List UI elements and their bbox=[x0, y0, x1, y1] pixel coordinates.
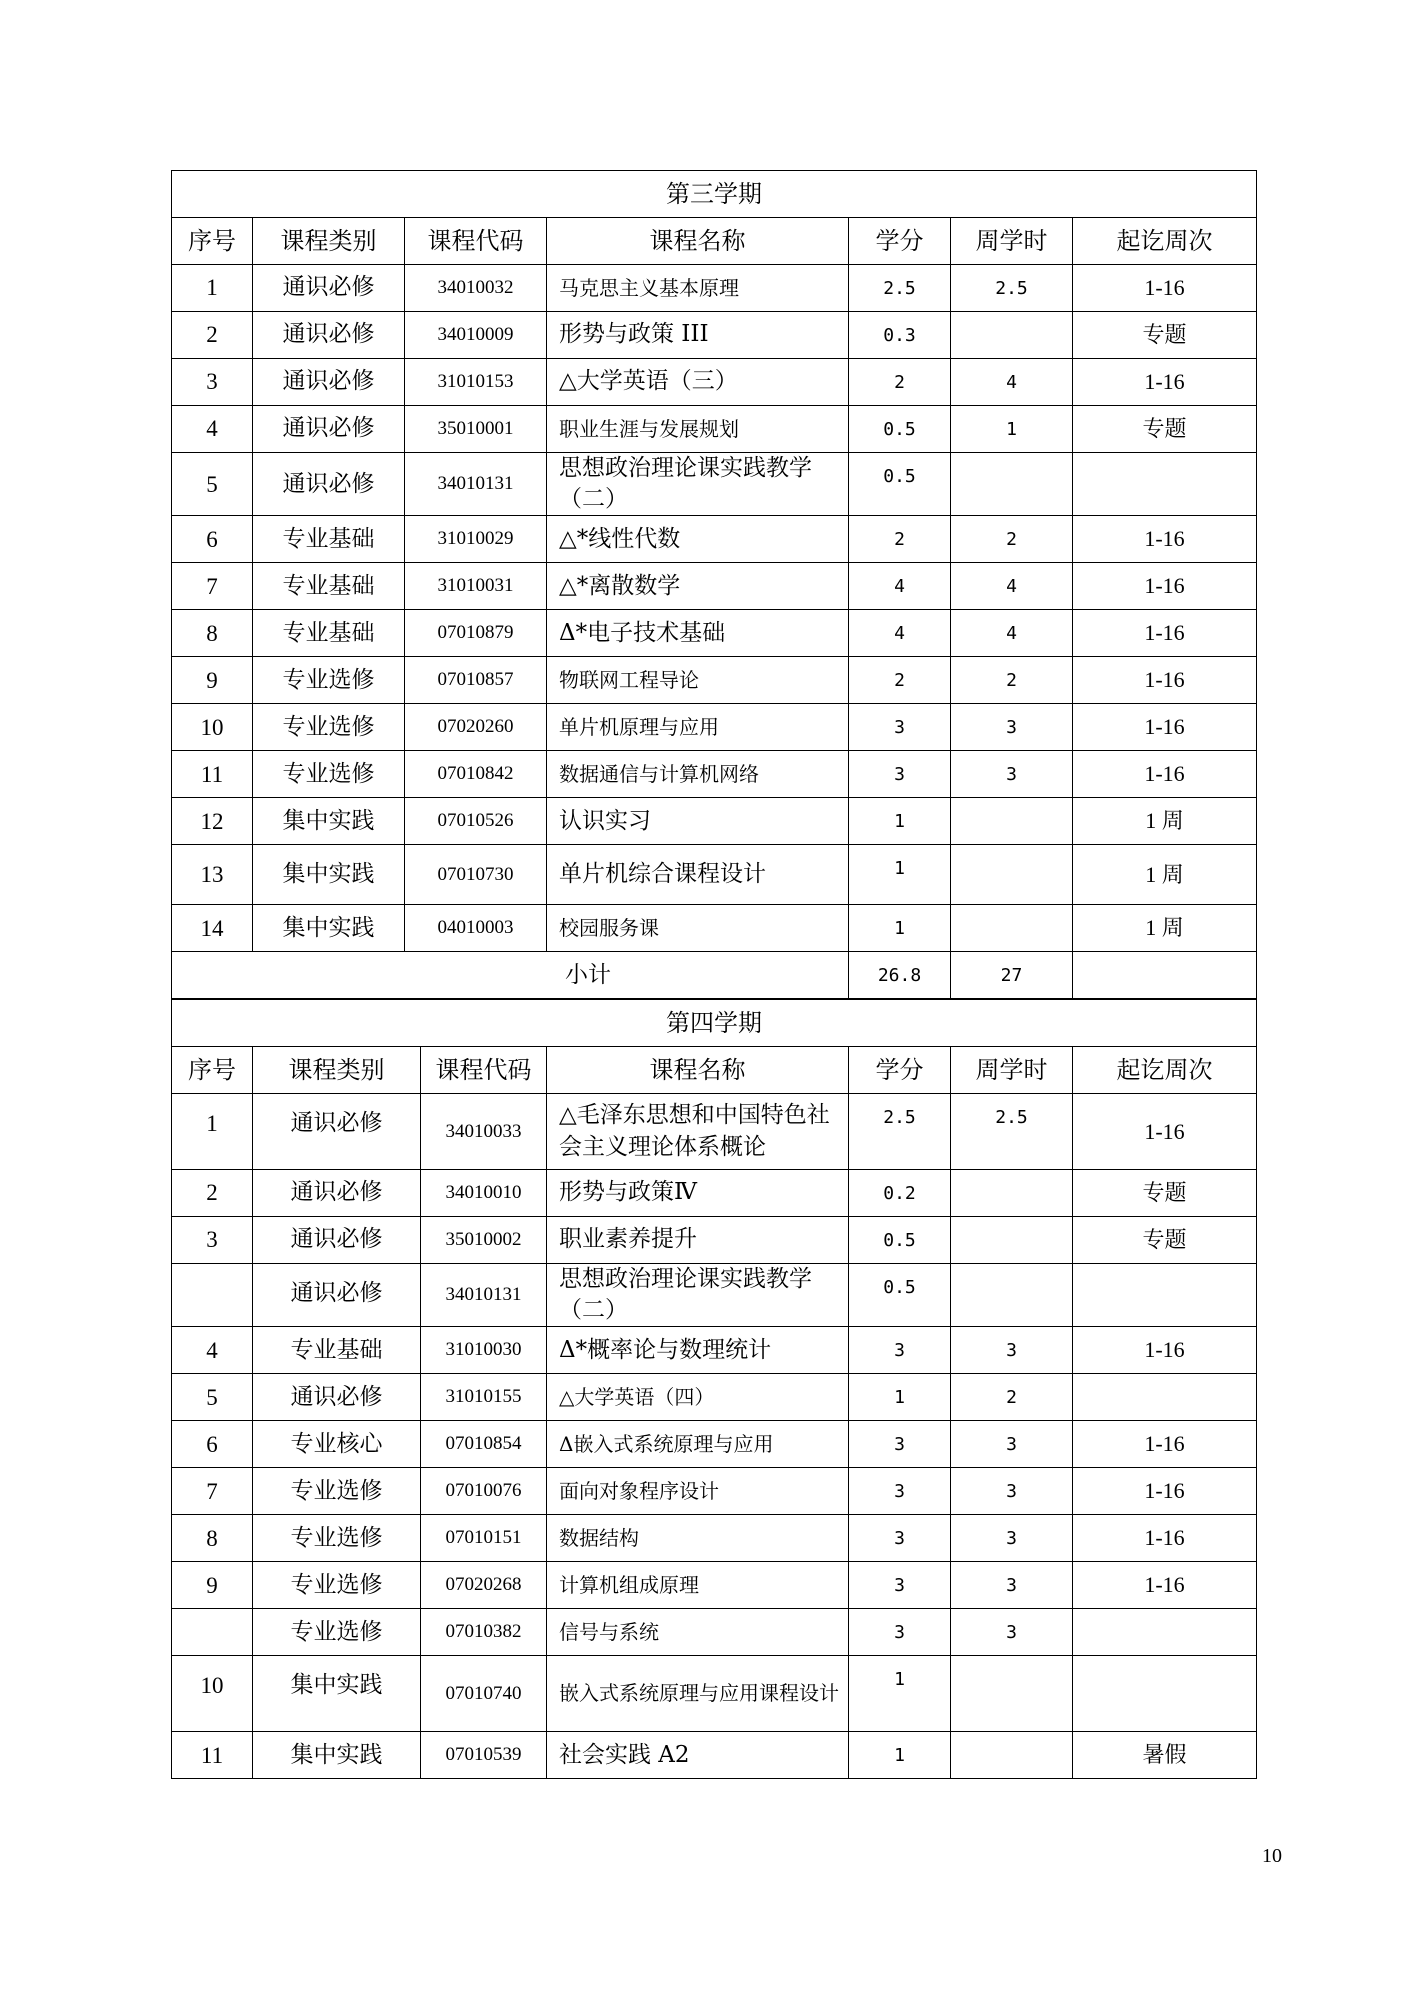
seq-cell: 9 bbox=[172, 1562, 253, 1609]
category-cell: 通识必修 bbox=[253, 1094, 421, 1170]
weekly-hours-cell bbox=[951, 453, 1073, 516]
category-cell: 专业基础 bbox=[253, 563, 405, 610]
table-row bbox=[172, 265, 1257, 312]
category-cell: 专业选修 bbox=[253, 1468, 421, 1515]
course-code-cell: 07010857 bbox=[405, 657, 547, 704]
weekly-hours-cell: 2.5 bbox=[951, 1094, 1073, 1170]
course-code-cell: 07010842 bbox=[405, 751, 547, 798]
credit-cell: 3 bbox=[849, 1327, 951, 1374]
weeks-cell: 1-16 bbox=[1073, 1515, 1257, 1562]
column-header: 起讫周次 bbox=[1073, 218, 1257, 265]
column-header: 学分 bbox=[849, 218, 951, 265]
column-header: 课程类别 bbox=[253, 1047, 421, 1094]
weeks-cell: 1-16 bbox=[1073, 563, 1257, 610]
course-name-cell: 单片机综合课程设计 bbox=[547, 845, 849, 905]
course-code-cell: 07010740 bbox=[421, 1656, 547, 1732]
category-cell: 通识必修 bbox=[253, 453, 405, 516]
course-name-cell: 职业素养提升 bbox=[547, 1217, 849, 1264]
course-code-cell: 31010153 bbox=[405, 359, 547, 406]
weeks-cell: 专题 bbox=[1073, 406, 1257, 453]
credit-cell: 0.5 bbox=[849, 1217, 951, 1264]
category-cell: 专业选修 bbox=[253, 1562, 421, 1609]
seq-cell: 5 bbox=[172, 1374, 253, 1421]
credit-cell: 1 bbox=[849, 1656, 951, 1732]
weekly-hours-cell: 3 bbox=[951, 1562, 1073, 1609]
seq-cell: 1 bbox=[172, 265, 253, 312]
course-code-cell: 07020260 bbox=[405, 704, 547, 751]
column-header: 课程代码 bbox=[421, 1047, 547, 1094]
credit-cell: 4 bbox=[849, 563, 951, 610]
category-cell: 通识必修 bbox=[253, 265, 405, 312]
subtotal-label: 小计 bbox=[172, 952, 849, 999]
weeks-cell: 1-16 bbox=[1073, 265, 1257, 312]
course-code-cell: 07010526 bbox=[405, 798, 547, 845]
weekly-hours-cell: 2 bbox=[951, 516, 1073, 563]
category-cell: 专业核心 bbox=[253, 1421, 421, 1468]
seq-cell: 8 bbox=[172, 610, 253, 657]
table-row bbox=[172, 563, 1257, 610]
weeks-cell bbox=[1073, 1374, 1257, 1421]
table-row bbox=[172, 610, 1257, 657]
column-header: 学分 bbox=[849, 1047, 951, 1094]
table-row bbox=[172, 453, 1257, 516]
category-cell: 专业选修 bbox=[253, 704, 405, 751]
category-cell: 通识必修 bbox=[253, 1217, 421, 1264]
weekly-hours-cell bbox=[951, 1217, 1073, 1264]
category-cell: 专业基础 bbox=[253, 1327, 421, 1374]
category-cell: 专业基础 bbox=[253, 516, 405, 563]
table-row bbox=[172, 704, 1257, 751]
weekly-hours-cell bbox=[951, 1170, 1073, 1217]
weekly-hours-cell: 3 bbox=[951, 1515, 1073, 1562]
course-name-cell: Δ嵌入式系统原理与应用 bbox=[547, 1421, 849, 1468]
column-header: 课程代码 bbox=[405, 218, 547, 265]
course-name-cell: 职业生涯与发展规划 bbox=[547, 406, 849, 453]
credit-cell: 0.5 bbox=[849, 406, 951, 453]
weeks-cell: 1-16 bbox=[1073, 1327, 1257, 1374]
seq-cell: 4 bbox=[172, 1327, 253, 1374]
column-header: 起讫周次 bbox=[1073, 1047, 1257, 1094]
course-name-cell: 数据通信与计算机网络 bbox=[547, 751, 849, 798]
credit-cell: 2 bbox=[849, 516, 951, 563]
table-row bbox=[172, 516, 1257, 563]
table-row bbox=[172, 1421, 1257, 1468]
seq-cell: 10 bbox=[172, 1656, 253, 1732]
table-row bbox=[172, 905, 1257, 952]
course-code-cell: 31010155 bbox=[421, 1374, 547, 1421]
course-name-cell: △*离散数学 bbox=[547, 563, 849, 610]
subtotal-hours: 27 bbox=[951, 952, 1073, 999]
table-row bbox=[172, 1562, 1257, 1609]
category-cell: 专业选修 bbox=[253, 657, 405, 704]
seq-cell: 1 bbox=[172, 1094, 253, 1170]
table-row bbox=[172, 1094, 1257, 1170]
course-code-cell: 34010131 bbox=[405, 453, 547, 516]
semester-3-table bbox=[171, 170, 1257, 999]
weekly-hours-cell: 4 bbox=[951, 563, 1073, 610]
course-name-cell: 思想政治理论课实践教学（二） bbox=[547, 1264, 849, 1327]
credit-cell: 2.5 bbox=[849, 1094, 951, 1170]
weekly-hours-cell bbox=[951, 798, 1073, 845]
course-code-cell: 07010076 bbox=[421, 1468, 547, 1515]
category-cell: 专业选修 bbox=[253, 751, 405, 798]
course-code-cell: 34010009 bbox=[405, 312, 547, 359]
seq-cell: 2 bbox=[172, 312, 253, 359]
column-header: 课程名称 bbox=[547, 1047, 849, 1094]
seq-cell: 7 bbox=[172, 1468, 253, 1515]
course-code-cell: 31010030 bbox=[421, 1327, 547, 1374]
seq-cell: 2 bbox=[172, 1170, 253, 1217]
column-header: 课程名称 bbox=[547, 218, 849, 265]
category-cell: 集中实践 bbox=[253, 845, 405, 905]
column-header: 序号 bbox=[172, 218, 253, 265]
seq-cell: 5 bbox=[172, 453, 253, 516]
weeks-cell bbox=[1073, 1264, 1257, 1327]
weeks-cell: 1 周 bbox=[1073, 845, 1257, 905]
course-code-cell: 07010854 bbox=[421, 1421, 547, 1468]
credit-cell: 1 bbox=[849, 1732, 951, 1779]
page-number: 10 bbox=[1262, 1845, 1282, 1867]
semester-title-row bbox=[172, 1000, 1257, 1047]
table-row bbox=[172, 359, 1257, 406]
seq-cell: 3 bbox=[172, 1217, 253, 1264]
credit-cell: 1 bbox=[849, 1374, 951, 1421]
credit-cell: 3 bbox=[849, 1515, 951, 1562]
course-name-cell: 校园服务课 bbox=[547, 905, 849, 952]
course-code-cell: 07010382 bbox=[421, 1609, 547, 1656]
weekly-hours-cell: 3 bbox=[951, 1468, 1073, 1515]
credit-cell: 3 bbox=[849, 1609, 951, 1656]
course-code-cell: 07010730 bbox=[405, 845, 547, 905]
credit-cell: 1 bbox=[849, 798, 951, 845]
credit-cell: 3 bbox=[849, 704, 951, 751]
course-name-cell: △大学英语（四） bbox=[547, 1374, 849, 1421]
seq-cell: 6 bbox=[172, 516, 253, 563]
weeks-cell: 1-16 bbox=[1073, 751, 1257, 798]
course-name-cell: 思想政治理论课实践教学（二） bbox=[547, 453, 849, 516]
category-cell: 专业基础 bbox=[253, 610, 405, 657]
weekly-hours-cell: 2.5 bbox=[951, 265, 1073, 312]
weekly-hours-cell: 3 bbox=[951, 751, 1073, 798]
seq-cell: 3 bbox=[172, 359, 253, 406]
weekly-hours-cell: 4 bbox=[951, 610, 1073, 657]
seq-cell bbox=[172, 1264, 253, 1327]
weekly-hours-cell: 1 bbox=[951, 406, 1073, 453]
weeks-cell: 1-16 bbox=[1073, 1421, 1257, 1468]
table-header-row bbox=[172, 1047, 1257, 1094]
column-header: 周学时 bbox=[951, 218, 1073, 265]
course-name-cell: △*线性代数 bbox=[547, 516, 849, 563]
weekly-hours-cell bbox=[951, 1656, 1073, 1732]
course-name-cell: 信号与系统 bbox=[547, 1609, 849, 1656]
weeks-cell: 1-16 bbox=[1073, 516, 1257, 563]
seq-cell: 8 bbox=[172, 1515, 253, 1562]
table-row bbox=[172, 1170, 1257, 1217]
weeks-cell: 1-16 bbox=[1073, 1468, 1257, 1515]
category-cell: 集中实践 bbox=[253, 1732, 421, 1779]
semester-4-table bbox=[171, 999, 1257, 1779]
weekly-hours-cell: 2 bbox=[951, 1374, 1073, 1421]
table-header-row bbox=[172, 218, 1257, 265]
table-row bbox=[172, 845, 1257, 905]
credit-cell: 0.5 bbox=[849, 1264, 951, 1327]
course-code-cell: 04010003 bbox=[405, 905, 547, 952]
table-row bbox=[172, 312, 1257, 359]
table-row bbox=[172, 1468, 1257, 1515]
course-code-cell: 31010031 bbox=[405, 563, 547, 610]
table-row bbox=[172, 1732, 1257, 1779]
table-row bbox=[172, 1217, 1257, 1264]
weeks-cell: 1-16 bbox=[1073, 610, 1257, 657]
course-name-cell: Δ*电子技术基础 bbox=[547, 610, 849, 657]
category-cell: 集中实践 bbox=[253, 905, 405, 952]
weeks-cell bbox=[1073, 1656, 1257, 1732]
weekly-hours-cell bbox=[951, 905, 1073, 952]
seq-cell: 13 bbox=[172, 845, 253, 905]
seq-cell: 4 bbox=[172, 406, 253, 453]
table-row bbox=[172, 1515, 1257, 1562]
weeks-cell: 专题 bbox=[1073, 312, 1257, 359]
course-name-cell: 物联网工程导论 bbox=[547, 657, 849, 704]
credit-cell: 4 bbox=[849, 610, 951, 657]
course-name-cell: 面向对象程序设计 bbox=[547, 1468, 849, 1515]
seq-cell: 9 bbox=[172, 657, 253, 704]
credit-cell: 0.2 bbox=[849, 1170, 951, 1217]
weeks-cell: 1-16 bbox=[1073, 1094, 1257, 1170]
weeks-cell: 1-16 bbox=[1073, 704, 1257, 751]
seq-cell: 7 bbox=[172, 563, 253, 610]
table-row bbox=[172, 406, 1257, 453]
table-row bbox=[172, 1374, 1257, 1421]
credit-cell: 2 bbox=[849, 359, 951, 406]
subtotal-weeks bbox=[1073, 952, 1257, 999]
seq-cell: 11 bbox=[172, 751, 253, 798]
course-name-cell: 单片机原理与应用 bbox=[547, 704, 849, 751]
credit-cell: 0.5 bbox=[849, 453, 951, 516]
subtotal-row bbox=[172, 952, 1257, 999]
course-name-cell: 形势与政策 III bbox=[547, 312, 849, 359]
weeks-cell bbox=[1073, 453, 1257, 516]
course-code-cell: 34010010 bbox=[421, 1170, 547, 1217]
weeks-cell: 1-16 bbox=[1073, 657, 1257, 704]
course-name-cell: △毛泽东思想和中国特色社会主义理论体系概论 bbox=[547, 1094, 849, 1170]
subtotal-credit: 26.8 bbox=[849, 952, 951, 999]
course-code-cell: 35010001 bbox=[405, 406, 547, 453]
course-code-cell: 07010151 bbox=[421, 1515, 547, 1562]
credit-cell: 2.5 bbox=[849, 265, 951, 312]
credit-cell: 0.3 bbox=[849, 312, 951, 359]
weeks-cell: 专题 bbox=[1073, 1170, 1257, 1217]
credit-cell: 1 bbox=[849, 905, 951, 952]
credit-cell: 2 bbox=[849, 657, 951, 704]
semester-title: 第三学期 bbox=[172, 171, 1257, 218]
course-name-cell: 社会实践 A2 bbox=[547, 1732, 849, 1779]
category-cell: 专业选修 bbox=[253, 1609, 421, 1656]
weekly-hours-cell: 4 bbox=[951, 359, 1073, 406]
course-code-cell: 35010002 bbox=[421, 1217, 547, 1264]
table-row bbox=[172, 1609, 1257, 1656]
table-row bbox=[172, 1327, 1257, 1374]
column-header: 课程类别 bbox=[253, 218, 405, 265]
column-header: 周学时 bbox=[951, 1047, 1073, 1094]
weekly-hours-cell bbox=[951, 1732, 1073, 1779]
weeks-cell: 1 周 bbox=[1073, 798, 1257, 845]
course-name-cell: 嵌入式系统原理与应用课程设计 bbox=[547, 1656, 849, 1732]
credit-cell: 1 bbox=[849, 845, 951, 905]
table-row bbox=[172, 751, 1257, 798]
category-cell: 专业选修 bbox=[253, 1515, 421, 1562]
table-row bbox=[172, 1656, 1257, 1732]
weeks-cell: 1 周 bbox=[1073, 905, 1257, 952]
table-row bbox=[172, 798, 1257, 845]
credit-cell: 3 bbox=[849, 751, 951, 798]
course-code-cell: 34010131 bbox=[421, 1264, 547, 1327]
weeks-cell bbox=[1073, 1609, 1257, 1656]
weeks-cell: 暑假 bbox=[1073, 1732, 1257, 1779]
seq-cell: 11 bbox=[172, 1732, 253, 1779]
category-cell: 通识必修 bbox=[253, 1264, 421, 1327]
category-cell: 集中实践 bbox=[253, 798, 405, 845]
course-name-cell: 认识实习 bbox=[547, 798, 849, 845]
credit-cell: 3 bbox=[849, 1468, 951, 1515]
category-cell: 通识必修 bbox=[253, 312, 405, 359]
semester-title-row bbox=[172, 171, 1257, 218]
weekly-hours-cell: 3 bbox=[951, 1421, 1073, 1468]
category-cell: 通识必修 bbox=[253, 406, 405, 453]
weekly-hours-cell: 3 bbox=[951, 1609, 1073, 1656]
weeks-cell: 专题 bbox=[1073, 1217, 1257, 1264]
seq-cell: 10 bbox=[172, 704, 253, 751]
course-code-cell: 07010879 bbox=[405, 610, 547, 657]
semester-title: 第四学期 bbox=[172, 1000, 1257, 1047]
course-code-cell: 07020268 bbox=[421, 1562, 547, 1609]
seq-cell: 12 bbox=[172, 798, 253, 845]
category-cell: 通识必修 bbox=[253, 1374, 421, 1421]
weekly-hours-cell: 2 bbox=[951, 657, 1073, 704]
course-name-cell: 形势与政策Ⅳ bbox=[547, 1170, 849, 1217]
course-name-cell: △大学英语（三） bbox=[547, 359, 849, 406]
course-code-cell: 31010029 bbox=[405, 516, 547, 563]
seq-cell: 6 bbox=[172, 1421, 253, 1468]
column-header: 序号 bbox=[172, 1047, 253, 1094]
course-name-cell: Δ*概率论与数理统计 bbox=[547, 1327, 849, 1374]
credit-cell: 3 bbox=[849, 1562, 951, 1609]
course-code-cell: 34010032 bbox=[405, 265, 547, 312]
weekly-hours-cell bbox=[951, 845, 1073, 905]
weekly-hours-cell bbox=[951, 312, 1073, 359]
course-name-cell: 计算机组成原理 bbox=[547, 1562, 849, 1609]
course-code-cell: 07010539 bbox=[421, 1732, 547, 1779]
table-row bbox=[172, 657, 1257, 704]
weeks-cell: 1-16 bbox=[1073, 359, 1257, 406]
category-cell: 通识必修 bbox=[253, 359, 405, 406]
weekly-hours-cell: 3 bbox=[951, 704, 1073, 751]
category-cell: 通识必修 bbox=[253, 1170, 421, 1217]
weekly-hours-cell: 3 bbox=[951, 1327, 1073, 1374]
course-name-cell: 马克思主义基本原理 bbox=[547, 265, 849, 312]
course-name-cell: 数据结构 bbox=[547, 1515, 849, 1562]
table-row bbox=[172, 1264, 1257, 1327]
seq-cell bbox=[172, 1609, 253, 1656]
credit-cell: 3 bbox=[849, 1421, 951, 1468]
weekly-hours-cell bbox=[951, 1264, 1073, 1327]
category-cell: 集中实践 bbox=[253, 1656, 421, 1732]
weeks-cell: 1-16 bbox=[1073, 1562, 1257, 1609]
seq-cell: 14 bbox=[172, 905, 253, 952]
course-code-cell: 34010033 bbox=[421, 1094, 547, 1170]
